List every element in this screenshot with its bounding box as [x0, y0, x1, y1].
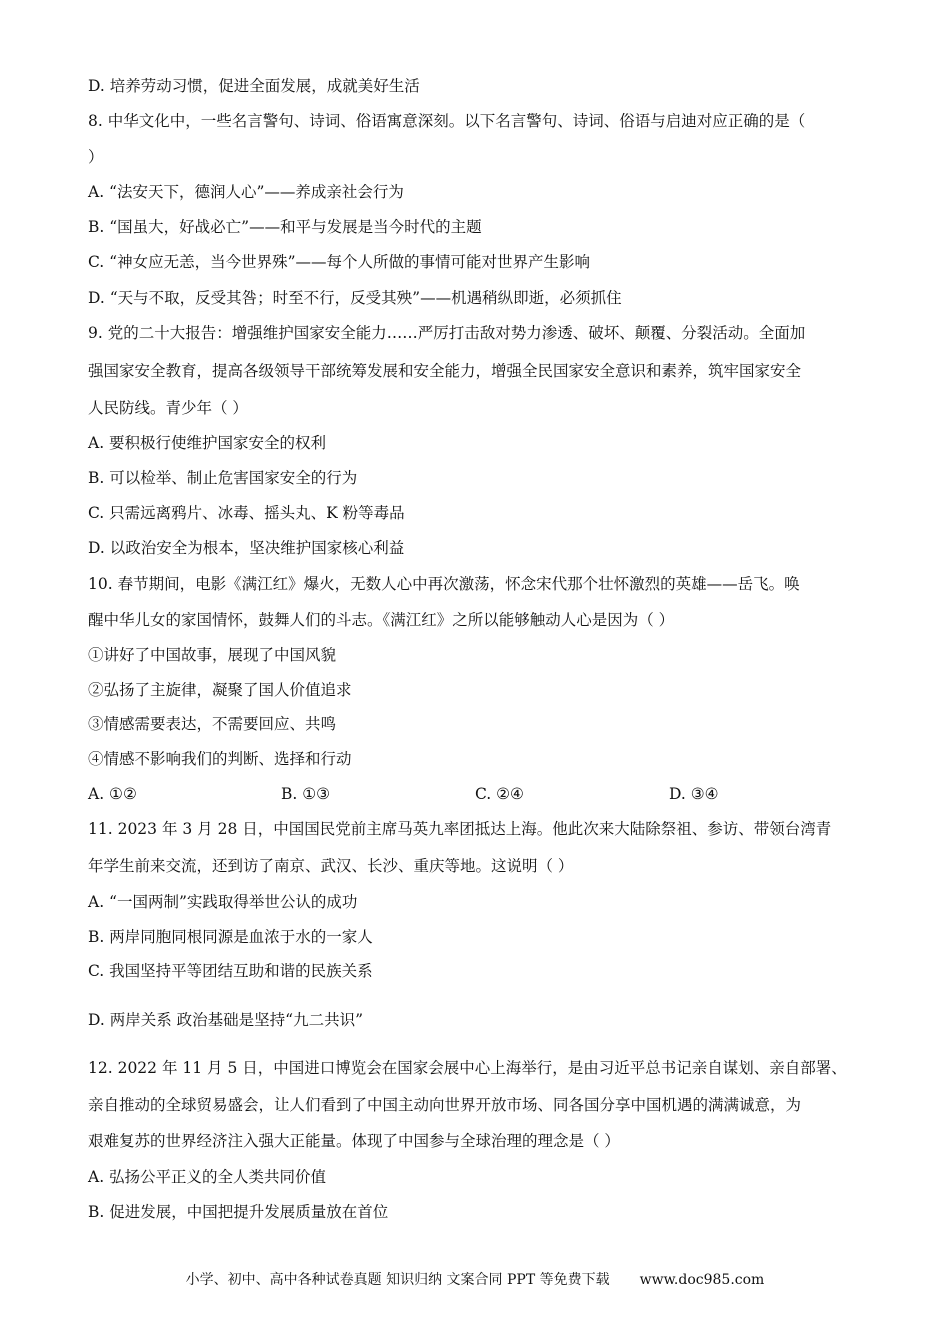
q10-stem-line-1: 10. 春节期间，电影《满江红》爆火，无数人心中再次激荡，怀念宋代那个壮怀激烈的英雄——岳飞。唤 — [88, 575, 800, 593]
q10-stem-line-2: 醒中华儿女的家国情怀，鼓舞人们的斗志。《满江红》之所以能够触动人心是因为（ ） — [88, 611, 675, 629]
q8-stem-line-2: ） — [88, 148, 104, 166]
q11-option-c: C. 我国坚持平等团结互助和谐的民族关系 — [88, 962, 373, 980]
q12-stem-line-3: 艰难复苏的世界经济注入强大正能量。体现了中国参与全球治理的理念是（ ） — [88, 1132, 620, 1150]
q8-stem-line-1: 8. 中华文化中，一些名言警句、诗词、俗语寓意深刻。以下名言警句、诗词、俗语与启迪对应正确的是（ — [88, 112, 806, 130]
q10-option-c: C. ②④ — [475, 785, 524, 803]
q10-statement-1: ①讲好了中国故事，展现了中国风貌 — [88, 646, 337, 664]
q8-option-d: D. “天与不取，反受其咎；时至不行，反受其殃”——机遇稍纵即逝，必须抓住 — [88, 289, 622, 307]
q9-stem-line-2: 强国家安全教育，提高各级领导干部统筹发展和安全能力，增强全民国家安全意识和素养，筑牢国家安全 — [88, 362, 802, 380]
q11-stem-line-2: 年学生前来交流，还到访了南京、武汉、长沙、重庆等地。这说明（ ） — [88, 857, 574, 875]
page-footer — [0, 1270, 950, 1290]
q11-option-a: A. “一国两制”实践取得举世公认的成功 — [88, 893, 358, 911]
q12-option-a: A. 弘扬公平正义的全人类共同价值 — [88, 1168, 327, 1186]
q11-option-d: D. 两岸关系 政治基础是坚持“九二共识” — [88, 1011, 364, 1029]
q8-option-a: A. “法安天下，德润人心”——养成亲社会行为 — [88, 183, 404, 201]
q10-statement-3: ③情感需要表达，不需要回应、共鸣 — [88, 715, 337, 733]
q12-stem-line-1: 12. 2022 年 11 月 5 日，中国进口博览会在国家会展中心上海举行，是由习近平总书记亲自谋划、亲自部署、 — [88, 1059, 847, 1077]
q10-option-b: B. ①③ — [281, 785, 331, 803]
q10-statement-2: ②弘扬了主旋律，凝聚了国人价值追求 — [88, 681, 352, 699]
q10-statement-4: ④情感不影响我们的判断、选择和行动 — [88, 750, 352, 768]
q11-stem-line-1: 11. 2023 年 3 月 28 日，中国国民党前主席马英九率团抵达上海。他此次来大陆除祭祖、参访、带领台湾青 — [88, 820, 832, 838]
q11-option-b: B. 两岸同胞同根同源是血浓于水的一家人 — [88, 928, 373, 946]
q12-stem-line-2: 亲自推动的全球贸易盛会，让人们看到了中国主动向世界开放市场、同各国分享中国机遇的满满诚意，为 — [88, 1096, 802, 1114]
q10-option-a: A. ①② — [88, 785, 137, 803]
q8-option-b: B. “国虽大，好战必亡”——和平与发展是当今时代的主题 — [88, 218, 482, 236]
q9-option-c: C. 只需远离鸦片、冰毒、摇头丸、K 粉等毒品 — [88, 504, 405, 522]
q8-option-c: C. “神女应无恙，当今世界殊”——每个人所做的事情可能对世界产生影响 — [88, 253, 591, 271]
footer-text: 小学、初中、高中各种试卷真题 知识归纳 文案合同 PPT 等免费下载 — [185, 1272, 610, 1288]
q9-option-a: A. 要积极行使维护国家安全的权利 — [88, 434, 327, 452]
q9-stem-line-3: 人民防线。青少年（ ） — [88, 399, 248, 417]
q12-option-b: B. 促进发展，中国把提升发展质量放在首位 — [88, 1203, 389, 1221]
q9-option-d: D. 以政治安全为根本，坚决维护国家核心利益 — [88, 539, 405, 557]
q10-option-d: D. ③④ — [669, 785, 719, 803]
q9-option-b: B. 可以检举、制止危害国家安全的行为 — [88, 469, 358, 487]
q7-option-d: D. 培养劳动习惯，促进全面发展，成就美好生活 — [88, 77, 420, 95]
footer-site-link[interactable]: www.doc985.com — [639, 1272, 765, 1288]
q9-stem-line-1: 9. 党的二十大报告：增强维护国家安全能力……严厉打击敌对势力渗透、破坏、颠覆、分裂活动。全面加 — [88, 324, 806, 342]
